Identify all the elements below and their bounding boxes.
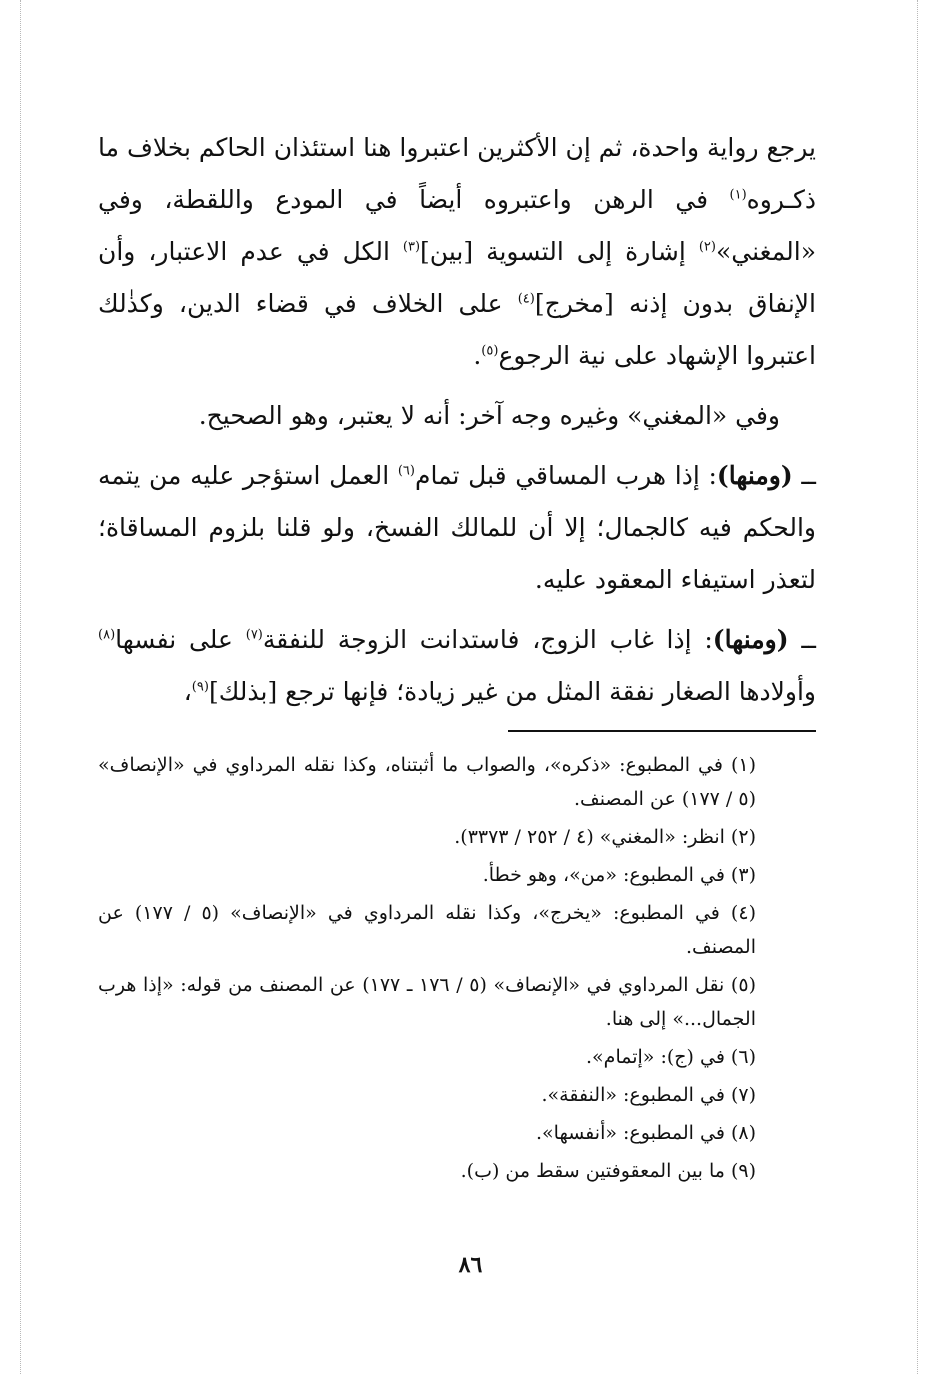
paragraph-4-text: ، [183, 677, 192, 706]
book-page [98, 122, 816, 1192]
footnotes [98, 748, 816, 1188]
footnote-9: (٩) ما بين المعقوفتين سقط من (ب). [460, 1160, 756, 1182]
footnote-ref-4: (٤) [517, 291, 535, 307]
paragraph-4-text: على نفسها [115, 625, 246, 654]
section-marker: (ومنها) [712, 625, 789, 654]
paragraph-1-text: الكل في عدم الاعتبار، وأن الإنفاق بدون إذنه [مخرج] [98, 237, 816, 318]
paragraph-2-text: وفي «المغني» وغيره وجه آخر: أنه لا يعتبر، وهو الصحيح. [198, 401, 780, 430]
paragraph-1-text: على الخلاف في قضاء الدين، وكذٰلك اعتبروا الإشهاد على نية الرجوع [98, 289, 816, 370]
paragraph-2 [98, 390, 816, 442]
footnote-3: (٣) في المطبوع: «من»، وهو خطأ. [482, 864, 756, 886]
paragraph-1-text: يرجع رواية واحدة، ثم إن الأكثرين اعتبروا هنا استئذان الحاكم بخلاف ما ذكـروه [98, 133, 816, 214]
footnote-8: (٨) في المطبوع: «أنفسها». [536, 1122, 756, 1144]
paragraph-1 [98, 122, 816, 382]
paragraph-4-text: ــ [788, 625, 816, 654]
scan-edge-right [917, 0, 918, 1374]
paragraph-3-text: العمل استؤجر عليه من يتمه والحكم فيه كالجمال؛ إلا أن للمالك الفسخ، ولو قلنا بلزوم المساقاة؛ لتعذر استيفاء المعقود عليه. [98, 461, 816, 594]
paragraph-4 [98, 614, 816, 718]
scan-edge-left [20, 0, 21, 1374]
paragraph-1-text: في الرهن واعتبروه أيضاً في المودع واللقطة، وفي «المغني» [98, 185, 817, 266]
footnote-ref-7: (٧) [245, 627, 263, 643]
paragraph-1-text: . [473, 341, 482, 370]
footnote-separator [508, 730, 816, 732]
paragraph-4-text: : إذا غاب الزوج، فاستدانت الزوجة للنفقة [262, 625, 713, 654]
footnote-ref-6: (٦) [397, 463, 415, 479]
paragraph-3 [98, 450, 816, 606]
paragraph-1-text: إشارة إلى التسوية [بين] [420, 237, 699, 266]
footnote-ref-3: (٣) [402, 239, 421, 255]
paragraph-4-text: وأولادها الصغار نفقة المثل من غير زيادة؛ فإنها ترجع [بذلك] [208, 677, 816, 706]
footnote-ref-2: (٢) [698, 239, 716, 255]
section-marker: (ومنها) [716, 461, 793, 490]
footnote-6: (٦) في (ج): «إتمام». [586, 1046, 756, 1068]
page-number: ٨٦ [458, 1252, 483, 1278]
footnote-ref-9: (٩) [191, 679, 209, 695]
footnote-ref-1: (١) [729, 187, 747, 203]
footnote-7: (٧) في المطبوع: «النفقة». [541, 1084, 756, 1106]
footnote-5: (٥) نقل المرداوي في «الإنصاف» (٥ / ١٧٦ ـ ١٧٧) عن المصنف من قوله: «إذا هرب الجمال...» إلى هنا. [98, 974, 756, 1030]
footnote-1: (١) في المطبوع: «ذكره»، والصواب ما أثبتناه، وكذا نقله المرداوي في «الإنصاف» (٥ / ١٧٧) عن المصنف. [98, 754, 756, 810]
main-text [98, 122, 816, 718]
footnote-2: (٢) انظر: «المغني» (٤ / ٢٥٢ / ٣٣٧٣). [454, 826, 756, 848]
paragraph-3-text: : إذا هرب المساقي قبل تمام [414, 461, 717, 490]
footnote-4: (٤) في المطبوع: «يخرج»، وكذا نقله المرداوي في «الإنصاف» (٥ / ١٧٧) عن المصنف. [98, 902, 756, 958]
footnote-ref-5: (٥) [481, 343, 499, 359]
paragraph-3-text: ــ [792, 461, 816, 490]
footnote-ref-8: (٨) [98, 627, 116, 643]
